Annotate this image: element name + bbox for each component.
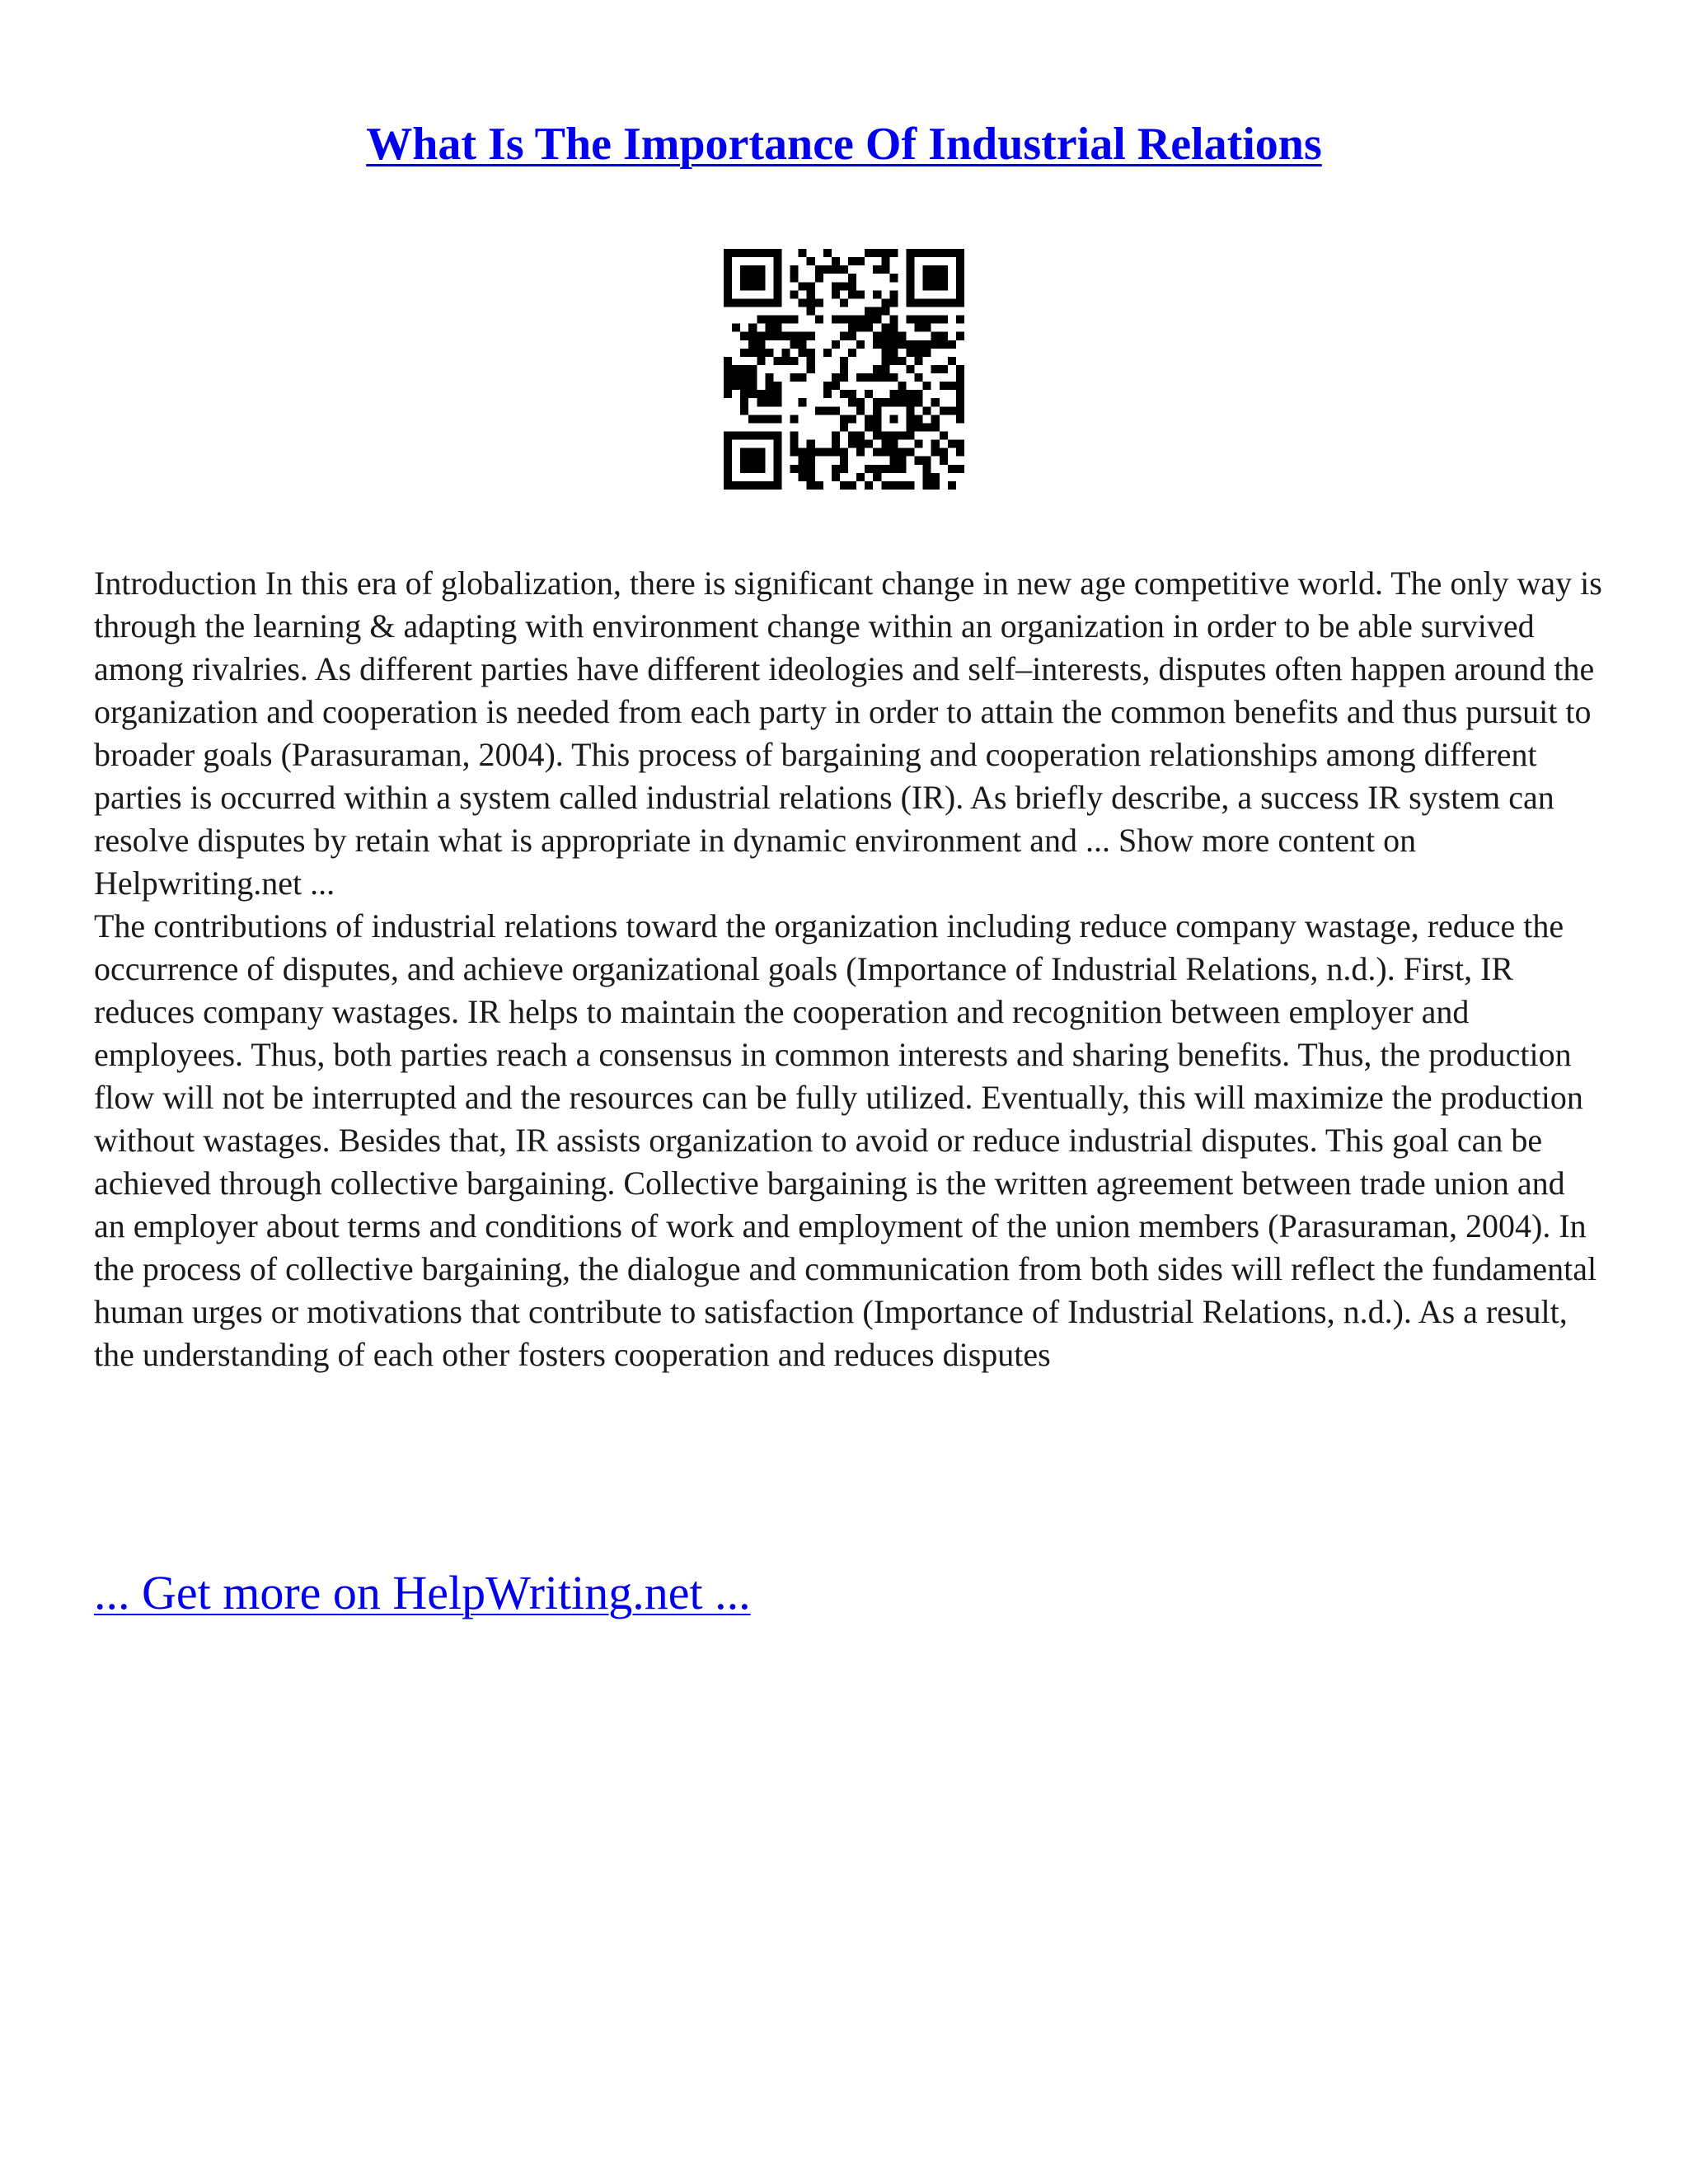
get-more-link[interactable]: ... Get more on HelpWriting.net ... — [94, 1566, 751, 1619]
qr-code-graphic — [724, 249, 964, 490]
title-link[interactable]: What Is The Importance Of Industrial Relations — [366, 119, 1322, 170]
paragraph-contributions: The contributions of industrial relations toward the organization including reduce company wastage, reduce the occurrence of disputes, and achieve organizational goals (Importance of Industrial Relations, n.d.). First, IR reduces company wastages. IR helps to maintain the cooperation and recognition between employer and employees. Thus, both parties reach a consensus in common interests and sharing benefits. Thus, the production flow will not be interrupted and the resources can be fully utilized. Eventually, this will maximize the production without wastages. Besides that, IR assists organization to avoid or reduce industrial disputes. This goal can be achieved through collective bargaining. Collective bargaining is the written agreement between trade union and an employer about terms and conditions of work and employment of the union members (Parasuraman, 2004). In the process of collective bargaining, the dialogue and communication from both sides will reflect the fundamental human urges or motivations that contribute to satisfaction (Importance of Industrial Relations, n.d.). As a result, the understanding of each other fosters cooperation and reduces disputes — [94, 907, 1597, 1373]
article-body — [94, 562, 1602, 1376]
page-title — [0, 115, 1688, 173]
paragraph-intro: Introduction In this era of globalization, there is significant change in new age competitive world. The only way is through the learning & adapting with environment change within an organization in order to be able survived among rivalries. As different parties have different ideologies and self–interests, disputes often happen around the organization and cooperation is needed from each party in order to attain the common benefits and thus pursuit to broader goals (Parasuraman, 2004). This process of bargaining and cooperation relationships among different parties is occurred within a system called industrial relations (IR). As briefly describe, a success IR system can resolve disputes by retain what is appropriate in dynamic environment and ... Show more content on Helpwriting.net ... — [94, 565, 1602, 902]
qr-code-icon — [724, 249, 964, 490]
